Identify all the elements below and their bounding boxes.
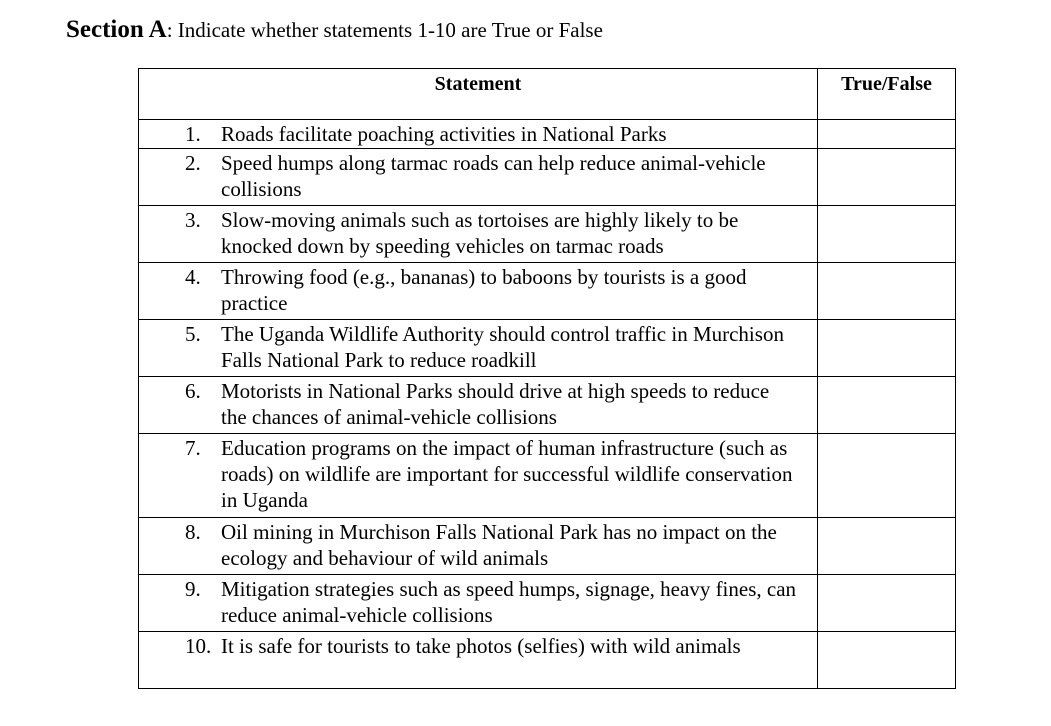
statement-text: Mitigation strategies such as speed humps, signage, heavy fines, can reduce animal-vehicle collisions [221, 577, 797, 627]
statement-cell [139, 149, 818, 206]
answer-cell[interactable] [818, 377, 956, 434]
table-row [139, 149, 956, 206]
table-row [139, 206, 956, 263]
true-false-header: True/False [818, 69, 956, 120]
answer-cell[interactable] [818, 434, 956, 518]
statement-text: Oil mining in Murchison Falls National Park has no impact on the ecology and behaviour of wild animals [221, 520, 777, 570]
statement-cell [139, 206, 818, 263]
answer-cell[interactable] [818, 632, 956, 689]
statement-number: 8. [185, 520, 201, 544]
table-row [139, 518, 956, 575]
table-row [139, 320, 956, 377]
statement-text: It is safe for tourists to take photos (selfies) with wild animals [221, 634, 741, 658]
statement-text: Slow-moving animals such as tortoises are highly likely to be knocked down by speeding vehicles on tarmac roads [221, 208, 739, 258]
section-instruction: : Indicate whether statements 1-10 are True or False [166, 18, 603, 42]
statement-number: 4. [185, 265, 201, 289]
table-row [139, 632, 956, 689]
table-row [139, 263, 956, 320]
statement-cell [139, 632, 818, 689]
statement-number: 3. [185, 208, 201, 232]
table-header-row [139, 69, 956, 120]
statement-cell [139, 434, 818, 518]
table-row [139, 434, 956, 518]
table-row [139, 575, 956, 632]
section-label: Section A [66, 16, 167, 43]
statement-cell [139, 263, 818, 320]
answer-cell[interactable] [818, 518, 956, 575]
statement-number: 10. [185, 634, 212, 658]
answer-cell[interactable] [818, 320, 956, 377]
statement-cell [139, 575, 818, 632]
statement-text: The Uganda Wildlife Authority should control traffic in Murchison Falls National Park to reduce roadkill [221, 322, 784, 372]
statement-number: 7. [185, 436, 201, 460]
true-false-table [138, 68, 956, 689]
answer-cell[interactable] [818, 120, 956, 149]
statement-number: 2. [185, 151, 201, 175]
statement-number: 6. [185, 379, 201, 403]
answer-cell[interactable] [818, 263, 956, 320]
statement-cell [139, 320, 818, 377]
table-row [139, 120, 956, 149]
answer-cell[interactable] [818, 206, 956, 263]
statement-header: Statement [139, 69, 818, 120]
table-row [139, 377, 956, 434]
statement-text: Roads facilitate poaching activities in National Parks [221, 122, 667, 146]
answer-cell[interactable] [818, 149, 956, 206]
statement-cell [139, 120, 818, 149]
answer-cell[interactable] [818, 575, 956, 632]
statement-cell [139, 518, 818, 575]
statement-number: 5. [185, 322, 201, 346]
statement-number: 9. [185, 577, 201, 601]
statement-text: Education programs on the impact of human infrastructure (such as roads) on wildlife are important for successful wildlife conservation in Uganda [221, 436, 793, 512]
section-heading [66, 16, 603, 44]
statement-text: Throwing food (e.g., bananas) to baboons by tourists is a good practice [221, 265, 747, 315]
statement-number: 1. [185, 122, 201, 146]
statement-text: Motorists in National Parks should drive at high speeds to reduce the chances of animal-vehicle collisions [221, 379, 770, 429]
statement-cell [139, 377, 818, 434]
statement-text: Speed humps along tarmac roads can help reduce animal-vehicle collisions [221, 151, 766, 201]
